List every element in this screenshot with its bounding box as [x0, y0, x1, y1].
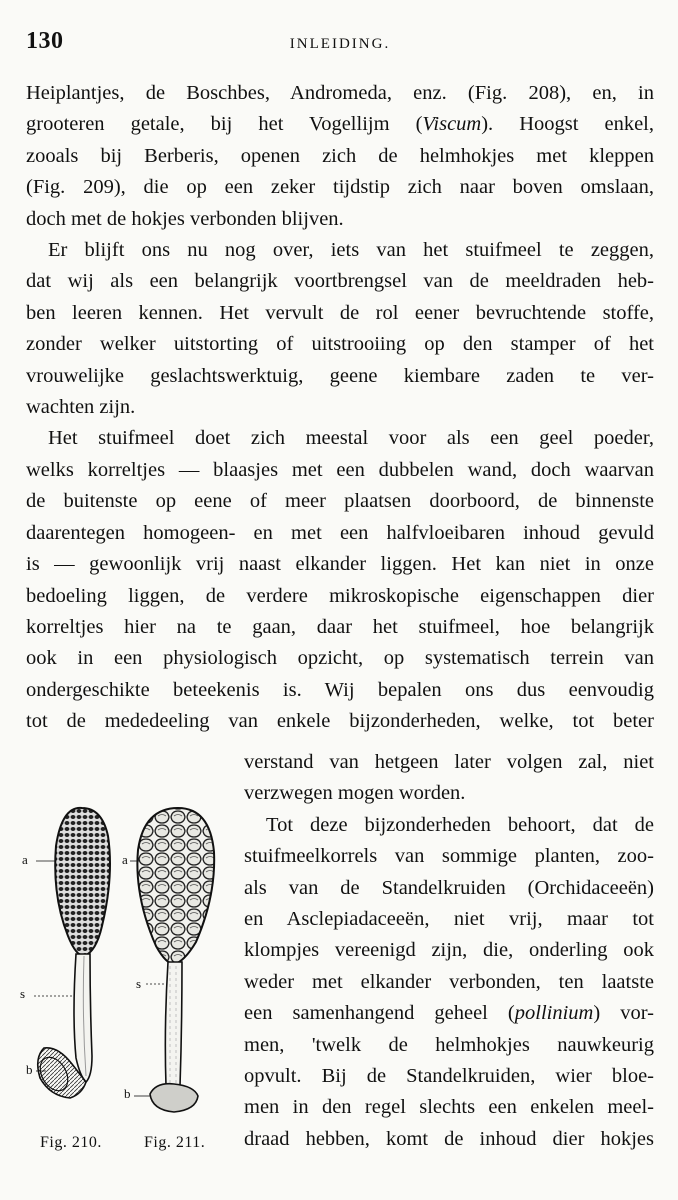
text-line: welks korreltjes — blaasjes met een dubbelen wand, doch waarvan — [26, 458, 654, 481]
text-line: men, 'twelk de helmhokjes nauwkeurig — [244, 1033, 654, 1056]
figure-210-label-s: s — [20, 986, 26, 1001]
text-line: grooteren getale, bij het Vogellijm (Viscum). Hoogst enkel, — [26, 113, 654, 136]
text-line: dat wij als een belangrijk voortbrengsel van de meeldraden heb- — [26, 270, 654, 293]
main-text — [26, 78, 654, 738]
text-line: verstand van hetgeen later volgen zal, niet — [244, 751, 654, 773]
figure-211-label-s: s — [136, 976, 142, 991]
text-line: weder met elkander verbonden, ten laatste — [244, 970, 654, 993]
paragraph-3 — [26, 423, 654, 737]
figure-211-drawing — [137, 808, 214, 1112]
text-line: vrouwelijke geslachtswerktuig, geene kiembare zaden te ver- — [26, 364, 654, 387]
figure-210-drawing — [35, 808, 110, 1098]
text-line: opvult. Bij de Standelkruiden, wier bloe- — [244, 1065, 654, 1088]
figure-210-label-b: b — [26, 1062, 33, 1077]
figure-211-label-b: b — [124, 1086, 131, 1101]
text-line: wachten zijn. — [26, 396, 136, 419]
text-line: een samenhangend geheel (pollinium) vor- — [244, 1002, 654, 1025]
pollinium-illustrations — [10, 796, 240, 1156]
paragraph-4 — [244, 810, 654, 1155]
running-head: INLEIDING. — [289, 36, 391, 52]
text-line: is — gewoonlijk vrij naast elkander liggen. Het kan niet in onze — [26, 553, 654, 576]
text-line: verzwegen mogen worden. — [244, 782, 466, 805]
text-line: men in den regel slechts een enkelen meel- — [244, 1096, 654, 1119]
text-line: (Fig. 209), die op een zeker tijdstip zich naar boven omslaan, — [26, 176, 654, 199]
text-line: zooals bij Berberis, openen zich de helmhokjes met kleppen — [26, 144, 654, 167]
text-line: stuifmeelkorrels van sommige planten, zoo- — [244, 845, 654, 868]
text-line: ben leeren kennen. Het vervult de rol eener bevruchtende stoffe, — [26, 301, 654, 324]
text-line: en Asclepiadaceeën, niet vrij, maar tot — [244, 908, 654, 931]
page-header — [26, 28, 654, 58]
figure-211-caption: Fig. 211. — [144, 1134, 206, 1151]
paragraph-2 — [26, 235, 654, 423]
text-line: ook in een physiologisch opzicht, op systematisch terrein van — [26, 647, 654, 670]
text-line: bedoeling liggen, de verdere mikroskopische eigenschappen dier — [26, 584, 654, 607]
figure-210-label-a: a — [22, 852, 28, 867]
narrow-text-column — [244, 747, 654, 1155]
text-line: doch met de hokjes verbonden blijven. — [26, 207, 344, 230]
text-line: Er blijft ons nu nog over, iets van het stuifmeel te zeggen, — [48, 239, 654, 262]
text-line: Tot deze bijzonderheden behoort, dat de — [266, 813, 654, 836]
page-number: 130 — [26, 28, 64, 54]
figure-211-label-a: a — [122, 852, 128, 867]
text-line: klompjes vereenigd zijn, die, onderling ook — [244, 939, 654, 962]
text-line: Het stuifmeel doet zich meestal voor als een geel poeder, — [48, 427, 654, 450]
text-line: zonder welker uitstorting of uitstrooiing op den stamper of het — [26, 333, 654, 356]
text-line: tot de mededeeling van enkele bijzonderheden, welke, tot beter — [26, 710, 654, 733]
text-line: draad hebben, komt de inhoud dier hokjes — [244, 1127, 654, 1150]
figure-210-caption: Fig. 210. — [40, 1134, 102, 1151]
paragraph-1 — [26, 78, 654, 235]
text-line: als van de Standelkruiden (Orchidaceeën) — [244, 876, 654, 899]
text-line: de buitenste op eene of meer plaatsen doorboord, de binnenste — [26, 490, 654, 513]
figure-area — [10, 796, 240, 1156]
text-line: Heiplantjes, de Boschbes, Andromeda, enz. (Fig. 208), en, in — [26, 82, 654, 104]
text-line: daarentegen homogeen- en met een halfvloeibaren inhoud gevuld — [26, 521, 654, 544]
paragraph-3-continued — [244, 747, 654, 810]
text-line: korreltjes hier na te gaan, daar het stuifmeel, hoe belangrijk — [26, 615, 654, 638]
text-line: ondergeschikte beteekenis is. Wij bepalen ons dus eenvoudig — [26, 678, 654, 701]
